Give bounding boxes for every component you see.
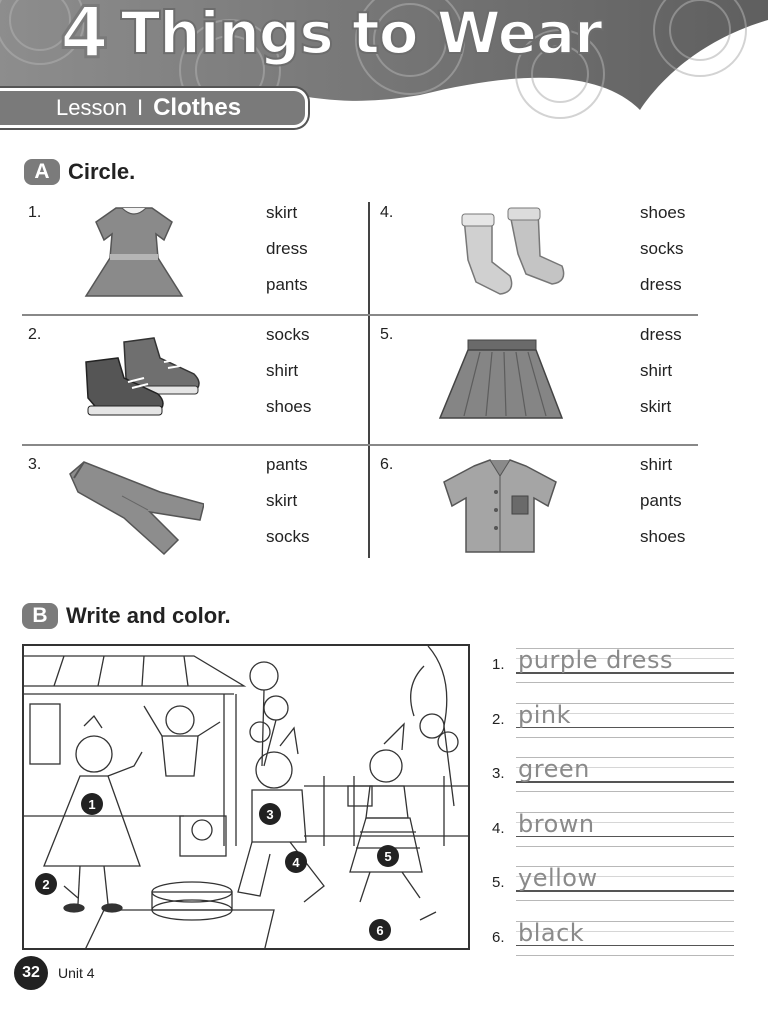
write-row-4 (490, 809, 734, 867)
circle-item-1 (22, 200, 360, 316)
section-a-heading (24, 159, 135, 185)
write-number: 4. (492, 819, 505, 837)
grid-divider-row-2 (22, 444, 698, 446)
section-b-letter: B (22, 603, 58, 629)
party-scene (22, 644, 470, 950)
lesson-number: I (136, 95, 144, 120)
scene-marker-6: 6 (376, 923, 384, 938)
unit-label: Unit 4 (58, 965, 95, 981)
option-word[interactable]: dress (266, 239, 308, 258)
lesson-pill (0, 88, 308, 128)
socks-icon (430, 200, 570, 304)
option-word[interactable]: shoes (266, 397, 312, 416)
option-word[interactable]: shoes (640, 527, 686, 546)
option-word[interactable]: pants (266, 455, 308, 474)
option-word[interactable]: skirt (266, 203, 298, 222)
scene-marker-1: 1 (88, 797, 96, 812)
scene-marker-2: 2 (42, 877, 50, 892)
option-word[interactable]: socks (266, 325, 310, 344)
option-word[interactable]: pants (640, 491, 682, 510)
lesson-label: Lesson (56, 95, 127, 120)
circle-item-5 (368, 322, 706, 438)
shoes-icon (64, 322, 204, 426)
item-number: 6. (380, 456, 394, 473)
item-number: 3. (28, 456, 42, 473)
write-answer[interactable]: purple dress (518, 646, 673, 674)
circle-grid (22, 200, 698, 562)
item-number: 5. (380, 326, 394, 343)
write-row-1 (490, 648, 734, 703)
write-answer[interactable]: pink (518, 700, 572, 729)
write-answer[interactable]: yellow (518, 864, 598, 892)
write-number: 1. (492, 656, 505, 673)
option-word[interactable]: socks (640, 239, 684, 258)
circle-item-2 (22, 322, 360, 438)
option-word[interactable]: skirt (640, 397, 672, 416)
dress-icon (64, 200, 204, 304)
lesson-topic: Clothes (153, 94, 242, 121)
circle-item-4 (368, 200, 706, 316)
unit-number: 4 (60, 0, 107, 74)
option-word[interactable]: dress (640, 275, 682, 294)
circle-item-3 (22, 452, 360, 568)
scene-marker-3: 3 (266, 807, 274, 822)
item-number: 2. (28, 326, 42, 343)
write-row-2 (490, 700, 734, 758)
scene-marker-4: 4 (292, 855, 300, 870)
option-word[interactable]: skirt (266, 491, 298, 510)
write-row-5 (490, 866, 734, 921)
scene-markers (35, 793, 399, 941)
item-number: 1. (28, 204, 42, 221)
section-b-instruction: Write and color. (66, 603, 231, 628)
shirt-icon (430, 452, 570, 556)
pants-icon (64, 452, 204, 556)
page-footer (14, 956, 95, 990)
option-word[interactable]: dress (640, 325, 682, 344)
write-row-6 (490, 918, 734, 976)
option-word[interactable]: shirt (640, 455, 673, 474)
unit-title: Things to Wear (120, 0, 602, 67)
section-a-instruction: Circle. (68, 159, 136, 184)
write-answer[interactable]: brown (518, 809, 595, 838)
write-answer[interactable]: black (518, 918, 585, 947)
skirt-icon (430, 322, 570, 426)
write-number: 6. (492, 928, 505, 946)
unit-banner (0, 0, 768, 140)
option-word[interactable]: socks (266, 527, 310, 546)
item-number: 4. (380, 204, 394, 221)
option-word[interactable]: shoes (640, 203, 686, 222)
option-word[interactable]: shirt (266, 361, 299, 380)
party-illustration (24, 646, 470, 950)
page-number: 32 (14, 956, 48, 990)
scene-marker-5: 5 (384, 849, 392, 864)
write-number: 3. (492, 765, 505, 782)
section-b-heading (22, 603, 231, 629)
option-word[interactable]: pants (266, 275, 308, 294)
write-row-3 (490, 757, 734, 812)
write-number: 5. (492, 874, 505, 891)
write-answer[interactable]: green (518, 755, 590, 783)
circle-item-6 (368, 452, 706, 568)
option-word[interactable]: shirt (640, 361, 673, 380)
write-number: 2. (492, 710, 505, 728)
write-lines (490, 648, 734, 975)
section-a-letter: A (24, 159, 60, 185)
